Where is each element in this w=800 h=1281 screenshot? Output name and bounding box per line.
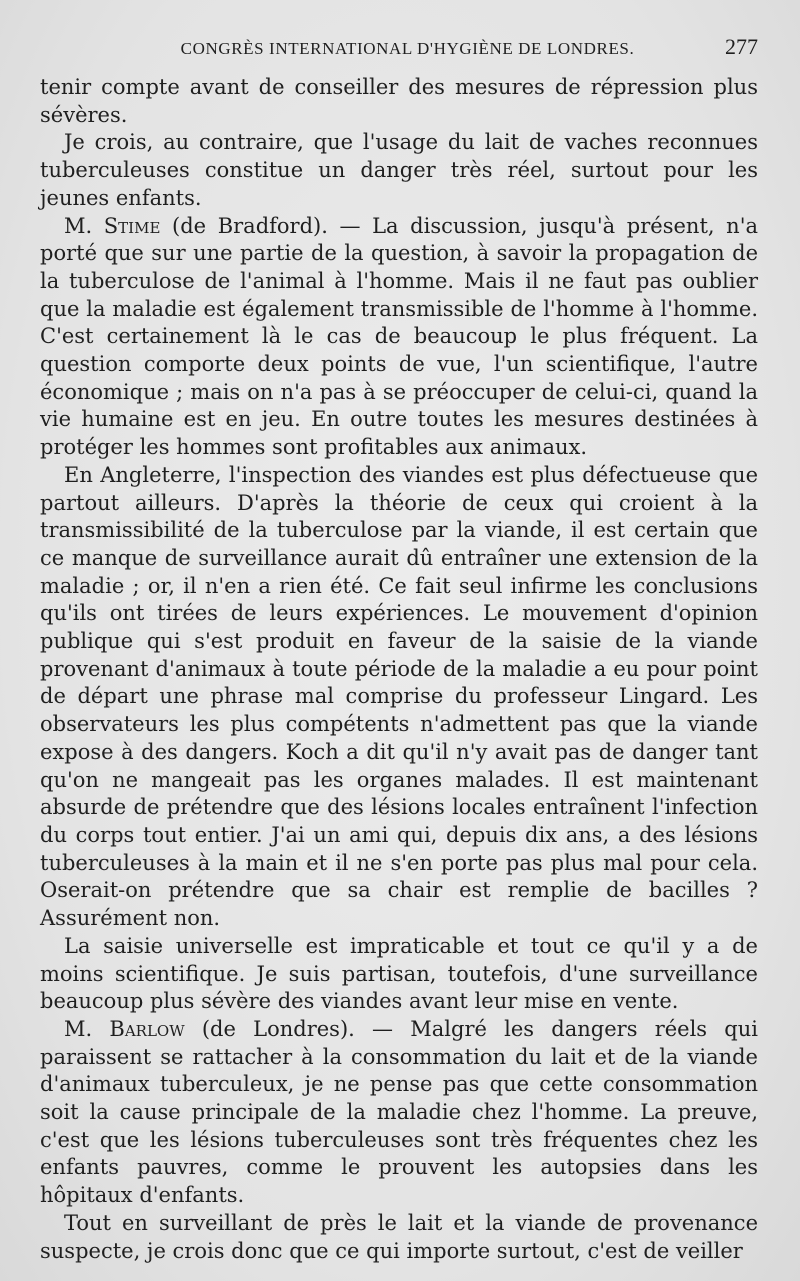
speaker-name: M. Stime <box>64 213 161 238</box>
body-text <box>40 74 758 1265</box>
running-title: CONGRÈS INTERNATIONAL D'HYGIÈNE DE LONDRES. <box>180 39 635 58</box>
paragraph: Tout en surveillant de près le lait et la viande de provenance suspecte, je crois donc que ce qui importe surtout, c'est de veiller <box>40 1210 758 1263</box>
paragraph: Je crois, au contraire, que l'usage du lait de vaches reconnues tuberculeuses constitue un danger très réel, surtout pour les jeunes enfants. <box>40 130 758 210</box>
page-number: 277 <box>725 34 758 59</box>
speaker-name: M. Barlow <box>64 1016 185 1041</box>
paragraph-speaker: M. Stime (de Bradford). — La discussion, jusqu'à présent, n'a porté que sur une partie de la question, à savoir la propagation de la tuberculose de l'animal à l'homme. Mais il ne faut pas oublier que la maladie est également transmissible de l'homme à l'homme. C'est certainement là le cas de beaucoup le plus fréquent. La question comporte deux points de vue, l'un scientifique, l'autre économique ; mais on n'a pas à se préoccuper de celui-ci, quand la vie humaine est en jeu. En outre toutes les mesures destinées à protéger les hommes sont profitables aux animaux. <box>40 213 758 460</box>
paragraph: La saisie universelle est impraticable et tout ce qu'il y a de moins scientifique. Je suis partisan, toutefois, d'une surveillance beaucoup plus sévère des viandes avant leur mise en vente. <box>40 933 758 1014</box>
paragraph: tenir compte avant de conseiller des mesures de répression plus sévères. <box>40 75 758 127</box>
paragraph: En Angleterre, l'inspection des viandes est plus défectueuse que partout ailleurs. D'après la théorie de ceux qui croient à la transmissibilité de la tuberculose par la viande, il est certain que ce manque de surveillance aurait dû entraîner une extension de la maladie ; or, il n'en a rien été. Ce fait seul infirme les conclusions qu'ils ont tirées de leurs expériences. Le mouvement d'opinion publique qui s'est produit en faveur de la saisie de la viande provenant d'animaux à toute période de la maladie a eu pour point de départ une phrase mal comprise du professeur Lingard. Les observateurs les plus compétents n'admettent pas que la viande expose à des dangers. Koch a dit qu'il n'y avait pas de danger tant qu'on ne mangeait pas les organes malades. Il est maintenant absurde de prétendre que des lésions locales entraînent l'infection du corps tout entier. J'ai un ami qui, depuis dix ans, a des lésions tuberculeuses à la main et il ne s'en porte pas plus mal pour cela. Oserait-on prétendre que sa chair est remplie de bacilles ? Assurément non. <box>40 462 758 931</box>
running-head <box>40 34 758 74</box>
paragraph-speaker: M. Barlow (de Londres). — Malgré les dangers réels qui paraissent se rattacher à la consommation du lait et de la viande d'animaux tuberculeux, je ne pense pas que cette consommation soit la cause principale de la maladie chez l'homme. La preuve, c'est que les lésions tuberculeuses sont très fréquentes chez les enfants pauvres, comme le prouvent les autopsies dans les hôpitaux d'enfants. <box>40 1016 758 1208</box>
